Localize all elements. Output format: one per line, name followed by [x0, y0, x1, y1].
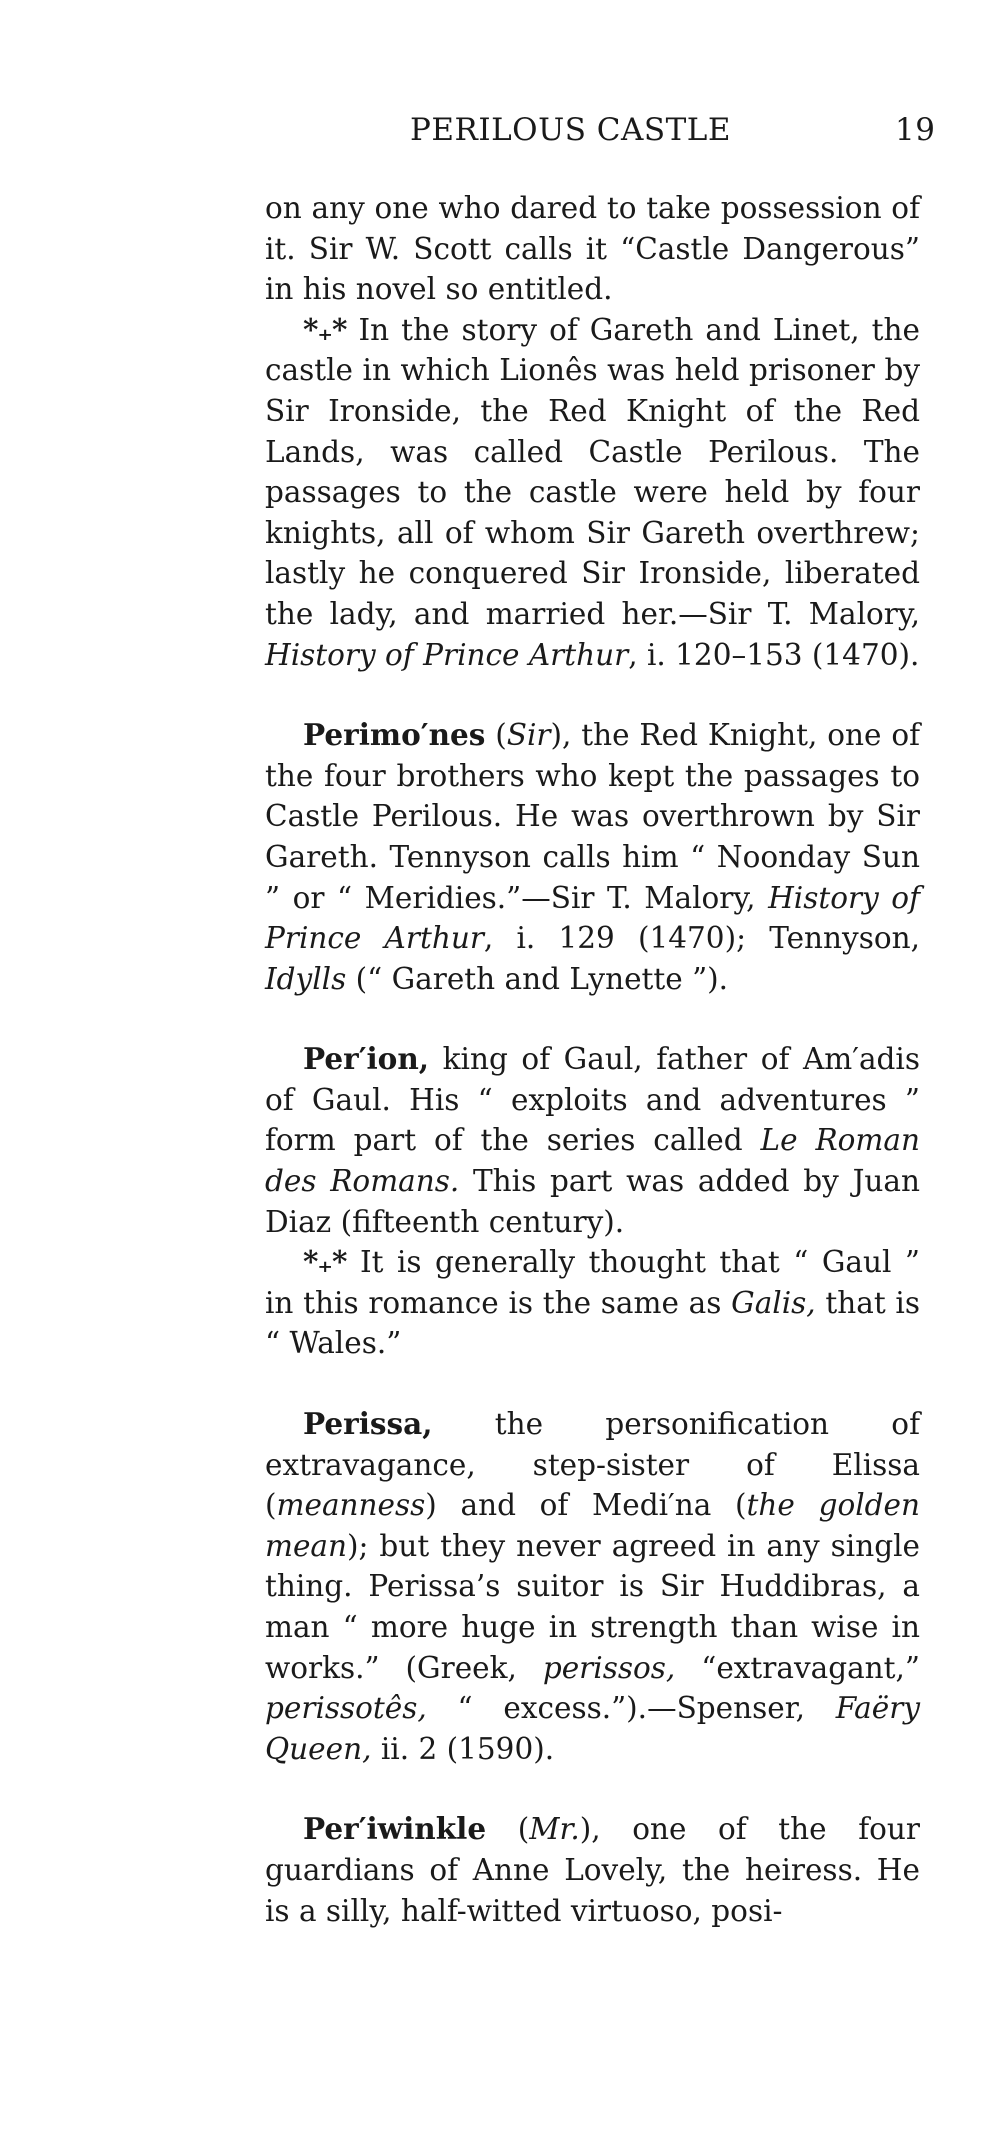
running-head [410, 112, 1000, 162]
headword: Perimo′nes [303, 717, 486, 753]
entry-perissa: Perissa, the personification of extravagance, step-sister of Elissa (meanness) and of Medi′na (the golden mean); but they never agreed in any single thing. Perissa’s suitor is Sir Huddibras, a man “ more huge in strength than wise in works.” (Greek, perissos, “extravagant,” perissotês, “ excess.”).—Spenser, Faëry Queen, ii. 2 (1590). [265, 1406, 920, 1766]
page-number: 19 [895, 112, 936, 148]
entry-periwinkle: Per′iwinkle (Mr.), one of the four guardians of Anne Lovely, the heiress. He is a silly, half-witted virtuoso, posi- [265, 1811, 920, 1928]
entry-perimones: Perimo′nes (Sir), the Red Knight, one of the four brothers who kept the passages to Castle Perilous. He was overthrown by Sir Gareth. Tennyson calls him “ Noonday Sun ” or “ Meridies.”—Sir T. Malory, History of Prince Arthur, i. 129 (1470); Tennyson, Idylls (“ Gareth and Lynette ”). [265, 717, 920, 996]
headword: Per′iwinkle [303, 1811, 487, 1847]
entry-continuation: on any one who dared to take possession of it. Sir W. Scott calls it “Castle Dangerous” in his novel so entitled. [265, 191, 920, 307]
headword: Perissa, [303, 1406, 433, 1442]
note-mark: *₊* [303, 311, 347, 347]
entry-perion: Per′ion, king of Gaul, father of Am′adis of Gaul. His “ exploits and adventures ” form part of the series called Le Roman des Romans. This part was added by Juan Diaz (fifteenth century). [265, 1041, 920, 1239]
entry-note: *₊* In the story of Gareth and Linet, the castle in which Lionês was held prisoner by Sir Ironside, the Red Knight of the Red Lands, was called Castle Perilous. The passages to the castle were held by four knights, all of whom Sir Gareth overthrew; lastly he conquered Sir Ironside, liberated the lady, and married her.—Sir T. Malory, History of Prince Arthur, i. 120–153 (1470). [265, 311, 920, 672]
running-title: PERILOUS CASTLE [410, 112, 732, 148]
headword: Per′ion, [303, 1041, 430, 1077]
entry-note: *₊* It is generally thought that “ Gaul ” in this romance is the same as Galis, that is “ Wales.” [265, 1244, 920, 1361]
note-mark: *₊* [303, 1244, 347, 1280]
text-column [265, 188, 920, 1931]
